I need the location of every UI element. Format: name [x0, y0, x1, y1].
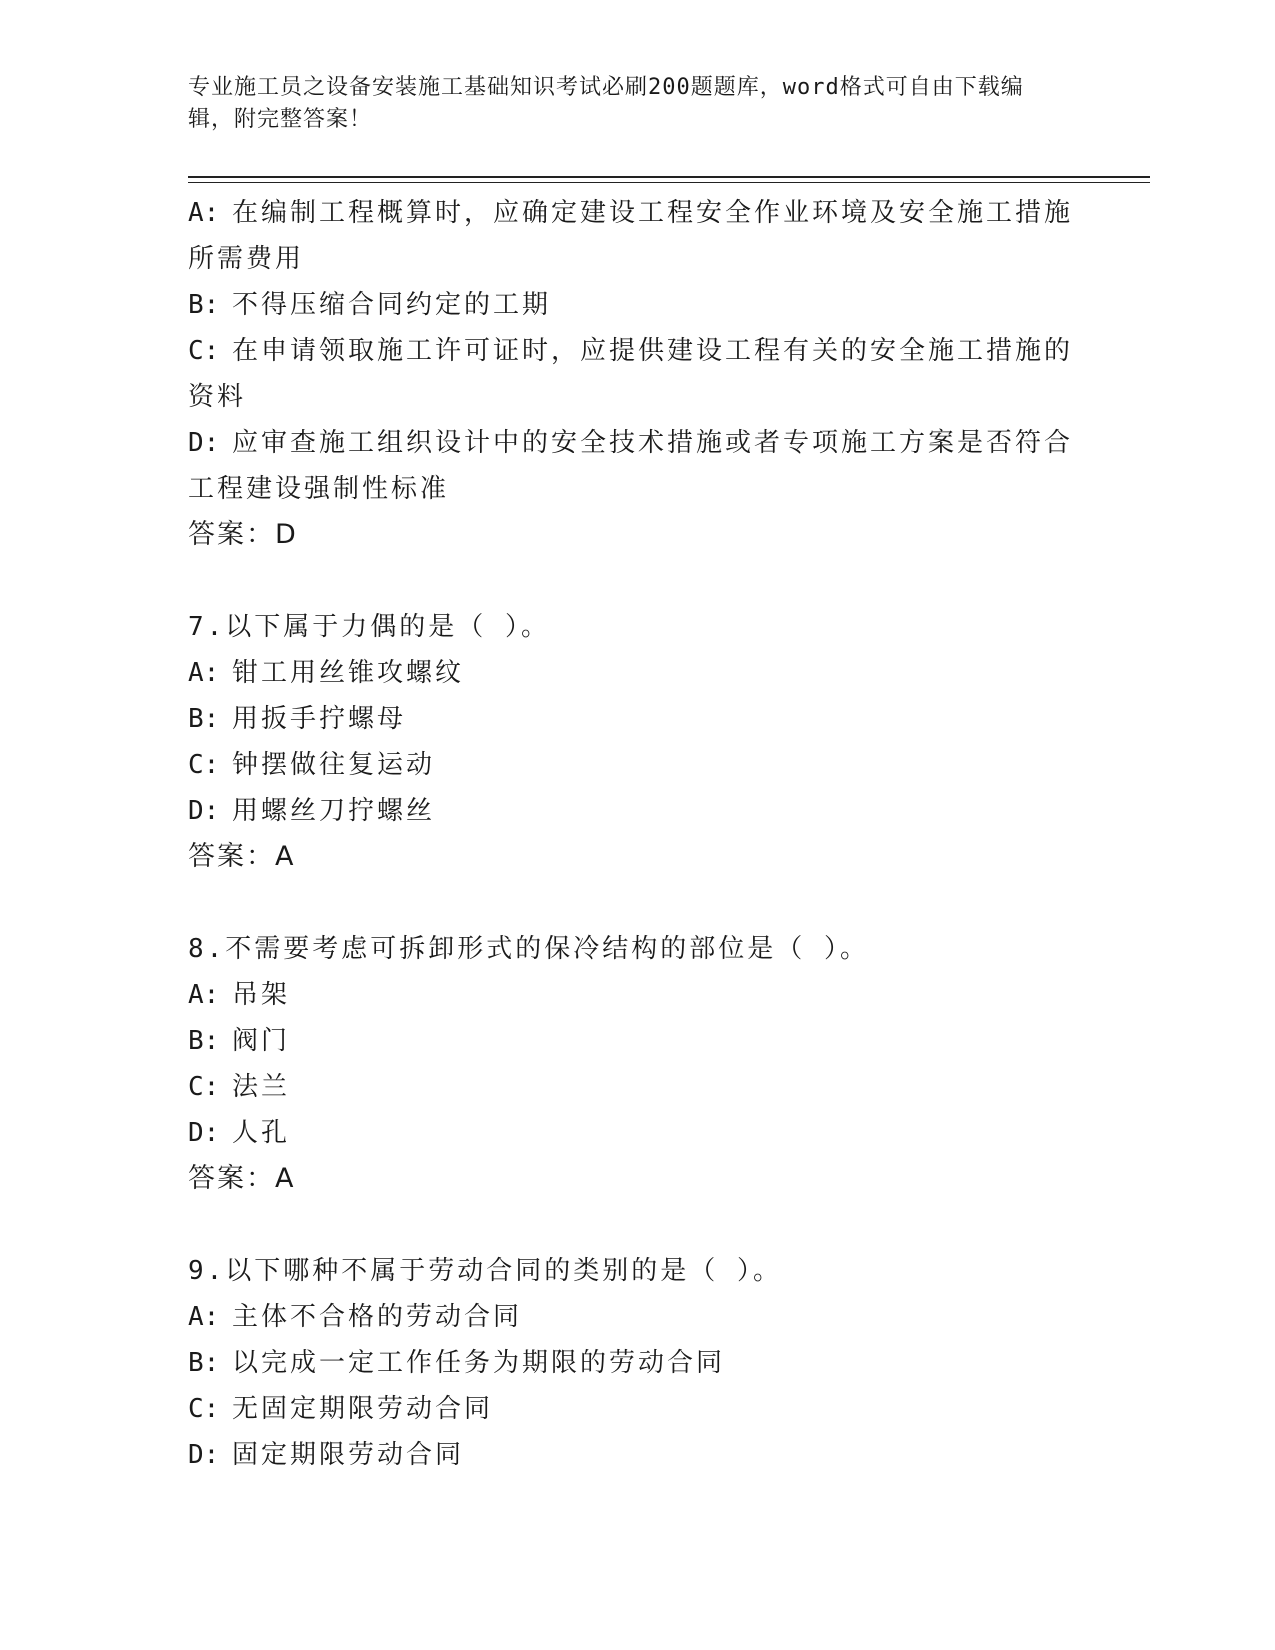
option-text: 钟摆做往复运动: [232, 750, 436, 780]
header-rule-thick: [188, 176, 1150, 178]
question-block-8: [188, 926, 1088, 1202]
option-b: [188, 696, 1088, 742]
option-b: [188, 282, 1088, 328]
option-key: A:: [188, 658, 220, 688]
option-key: D:: [188, 1440, 220, 1470]
option-text: 以完成一定工作任务为期限的劳动合同: [232, 1348, 726, 1378]
option-c: [188, 328, 1088, 420]
option-b: [188, 1340, 1088, 1386]
option-d: [188, 1110, 1088, 1156]
option-text: 在编制工程概算时，应确定建设工程安全作业环境及安全施工措施所需费用: [188, 198, 1074, 274]
option-key: C:: [188, 1072, 220, 1102]
option-text: 在申请领取施工许可证时，应提供建设工程有关的安全施工措施的资料: [188, 336, 1074, 412]
option-a: [188, 650, 1088, 696]
option-text: 应审查施工组织设计中的安全技术措施或者专项施工方案是否符合工程建设强制性标准: [188, 428, 1074, 504]
option-text: 固定期限劳动合同: [232, 1440, 465, 1470]
question-block-9: [188, 1248, 1088, 1478]
option-text: 无固定期限劳动合同: [232, 1394, 494, 1424]
document-header: 专业施工员之设备安装施工基础知识考试必刷200题题库，word格式可自由下载编辑，附完整答案！: [188, 75, 1024, 132]
answer-line: 答案：A: [188, 1163, 296, 1194]
question-list: [188, 190, 1088, 1478]
option-key: D:: [188, 796, 220, 826]
option-key: A:: [188, 1302, 220, 1332]
question-block-prev: [188, 190, 1088, 558]
option-key: C:: [188, 1394, 220, 1424]
option-key: A:: [188, 980, 220, 1010]
answer-line: 答案：A: [188, 841, 296, 872]
option-d: [188, 788, 1088, 834]
question-stem: 7.以下属于力偶的是（ ）。: [188, 612, 550, 642]
option-key: A:: [188, 198, 220, 228]
option-a: [188, 972, 1088, 1018]
option-key: D:: [188, 428, 220, 458]
option-c: [188, 1386, 1088, 1432]
question-spacer: [188, 558, 1088, 604]
option-c: [188, 742, 1088, 788]
option-text: 主体不合格的劳动合同: [232, 1302, 523, 1332]
option-text: 法兰: [232, 1072, 291, 1102]
option-text: 钳工用丝锥攻螺纹: [232, 658, 465, 688]
option-key: C:: [188, 750, 220, 780]
option-a: [188, 1294, 1088, 1340]
option-key: B:: [188, 1026, 220, 1056]
option-d: [188, 420, 1088, 512]
option-key: B:: [188, 1348, 220, 1378]
option-key: C:: [188, 336, 220, 366]
header-rule-thin: [188, 182, 1150, 183]
question-stem: 8.不需要考虑可拆卸形式的保冷结构的部位是（ ）。: [188, 934, 869, 964]
option-text: 人孔: [232, 1118, 291, 1148]
option-key: B:: [188, 290, 220, 320]
option-text: 用扳手拧螺母: [232, 704, 407, 734]
option-a: [188, 190, 1088, 282]
answer-line: 答案：D: [188, 519, 298, 550]
option-d: [188, 1432, 1088, 1478]
question-spacer: [188, 880, 1088, 926]
option-text: 吊架: [232, 980, 291, 1010]
option-key: D:: [188, 1118, 220, 1148]
option-text: 阀门: [232, 1026, 291, 1056]
question-stem: 9.以下哪种不属于劳动合同的类别的是（ ）。: [188, 1256, 782, 1286]
option-text: 用螺丝刀拧螺丝: [232, 796, 436, 826]
question-block-7: [188, 604, 1088, 880]
option-text: 不得压缩合同约定的工期: [232, 290, 552, 320]
option-key: B:: [188, 704, 220, 734]
option-c: [188, 1064, 1088, 1110]
question-spacer: [188, 1202, 1088, 1248]
option-b: [188, 1018, 1088, 1064]
